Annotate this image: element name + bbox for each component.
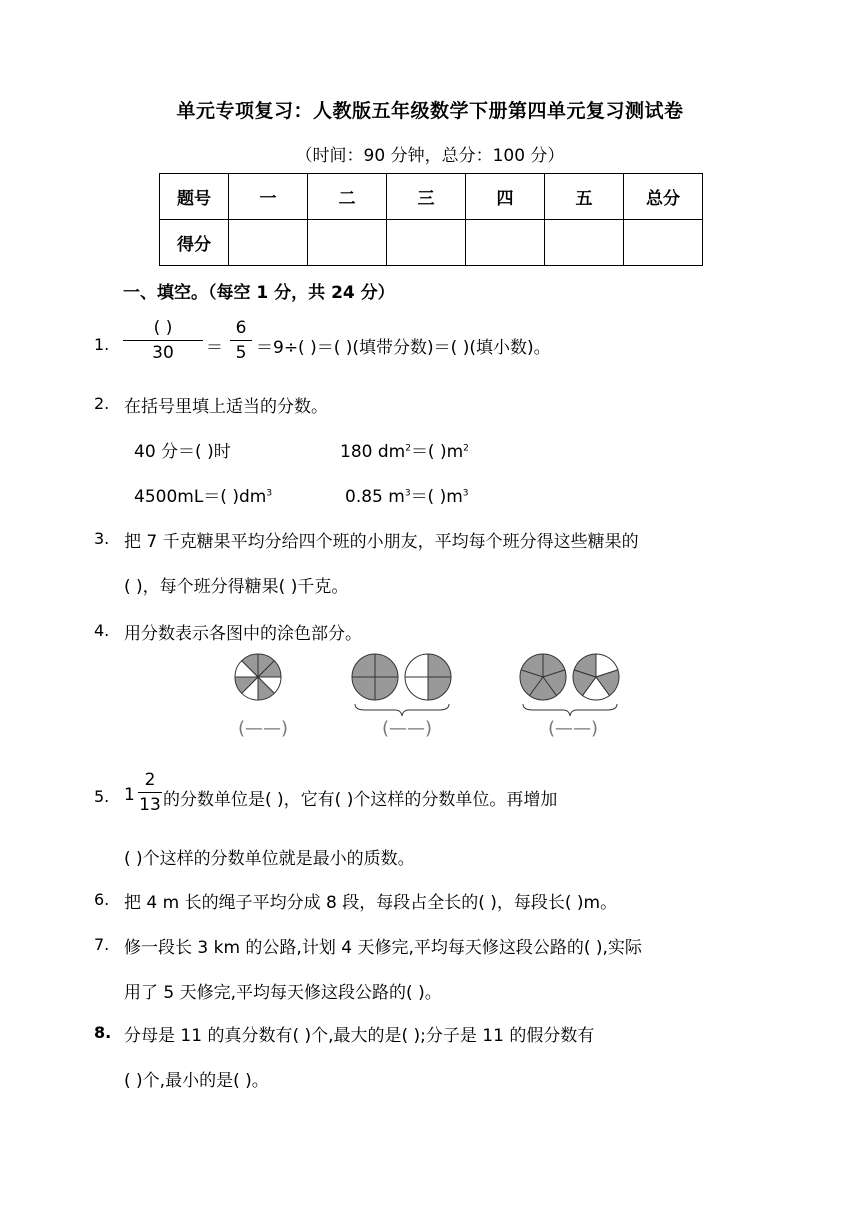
question-text: 分母是 11 的真分数有( )个,最大的是( );分子是 11 的假分数有 (124, 1026, 595, 1046)
table-cell: 三 (387, 174, 466, 220)
answer-blank[interactable]: (——) (548, 718, 599, 739)
table-row (160, 174, 703, 220)
fraction-figures (225, 650, 635, 760)
fraction-denominator: 5 (235, 343, 247, 363)
question-number: 6. (94, 890, 110, 909)
fraction-bar (123, 340, 203, 341)
fraction-numerator: 2 (144, 770, 156, 790)
table-row (160, 220, 703, 266)
question-number: 2. (94, 394, 110, 413)
question-text: ＝9÷( )＝( )(填带分数)＝( )(填小数)。 (256, 338, 551, 358)
conversion-item: 40 分＝( )时 (134, 442, 231, 462)
score-input-cell[interactable] (308, 220, 387, 266)
question-number: 1. (94, 335, 110, 354)
table-cell: 二 (308, 174, 387, 220)
table-cell: 得分 (160, 220, 229, 266)
answer-blank[interactable]: (——) (382, 718, 433, 739)
question-number: 4. (94, 621, 110, 640)
question-text: 在括号里填上适当的分数。 (124, 397, 328, 417)
table-cell: 五 (545, 174, 624, 220)
fraction (230, 318, 252, 363)
table-cell: 四 (466, 174, 545, 220)
fraction-bar (230, 340, 252, 341)
table-cell: 题号 (160, 174, 229, 220)
fraction (138, 770, 162, 815)
question-number: 5. (94, 787, 110, 806)
conversion-item: 4500mL＝( )$dm^3$ (134, 487, 273, 507)
question-text: ( )个,最小的是( )。 (124, 1071, 269, 1091)
section-heading: 一、填空。（每空 1 分，共 24 分） (123, 283, 395, 303)
score-input-cell[interactable] (466, 220, 545, 266)
question-text: 把 4 m 长的绳子平均分成 8 段，每段占全长的( )，每段长( )m。 (124, 893, 618, 913)
conversion-item: 180 $dm^2=$( )$m^2$ (340, 442, 469, 462)
question-number: 3. (94, 529, 110, 548)
fraction-denominator: 13 (139, 795, 161, 815)
fraction-numerator: ( ) (153, 318, 173, 338)
question-text: 的分数单位是( )，它有( )个这样的分数单位。再增加 (163, 790, 558, 810)
question-text: 把 7 千克糖果平均分给四个班的小朋友，平均每个班分得这些糖果的 (124, 532, 639, 552)
answer-blank[interactable]: (——) (238, 718, 289, 739)
question-text: 用分数表示各图中的涂色部分。 (124, 624, 362, 644)
question-number: 8. (94, 1023, 112, 1042)
score-input-cell[interactable] (545, 220, 624, 266)
table-cell: 总分 (624, 174, 703, 220)
page-title: 单元专项复习：人教版五年级数学下册第四单元复习测试卷 (176, 100, 684, 122)
question-text: ( )，每个班分得糖果( )千克。 (124, 577, 349, 597)
conversion-item: 0.85 $m^3=$( )$m^3$ (345, 487, 469, 507)
equals-sign: ＝ (206, 338, 223, 358)
score-table (159, 173, 703, 266)
circle-eighths-figure (235, 654, 281, 700)
question-number: 7. (94, 935, 110, 954)
table-cell: 一 (229, 174, 308, 220)
fraction-bar (138, 792, 162, 793)
circle-quarters-figure (352, 654, 451, 716)
score-input-cell[interactable] (387, 220, 466, 266)
fraction-denominator: 30 (152, 343, 174, 363)
mixed-number-whole: 1 (124, 785, 135, 805)
fraction (123, 318, 203, 363)
exam-info: （时间：90 分钟，总分：100 分） (295, 146, 565, 166)
question-text: ( )个这样的分数单位就是最小的质数。 (124, 849, 415, 869)
question-text: 用了 5 天修完,平均每天修这段公路的( )。 (124, 983, 442, 1003)
question-text: 修一段长 3 km 的公路,计划 4 天修完,平均每天修这段公路的( ),实际 (124, 938, 642, 958)
fraction-numerator: 6 (235, 318, 247, 338)
score-input-cell[interactable] (624, 220, 703, 266)
circle-fifths-figure (520, 654, 619, 716)
score-input-cell[interactable] (229, 220, 308, 266)
